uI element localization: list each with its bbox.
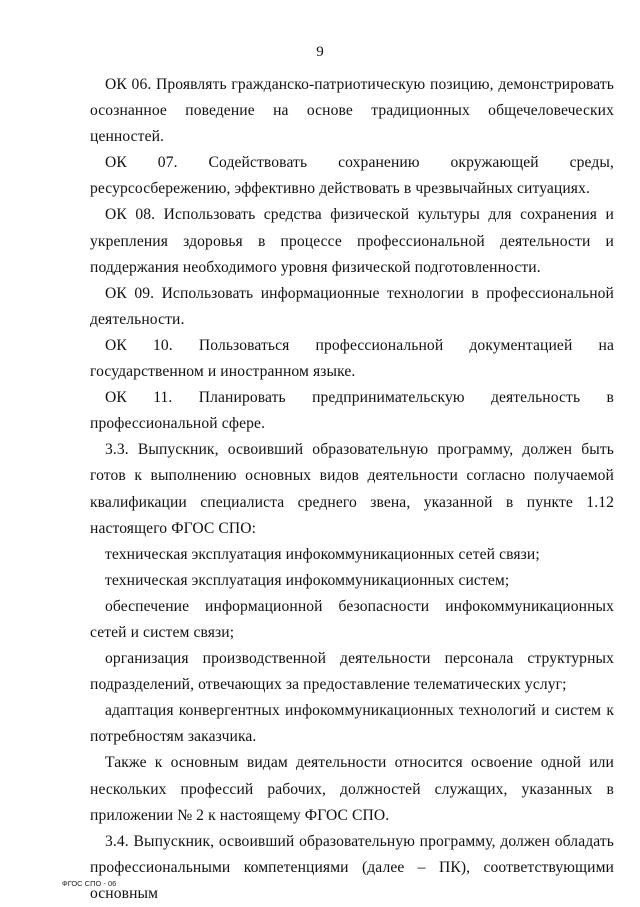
paragraph-also: Также к основным видам деятельности относится освоение одной или нескольких профессий рабочих, должностей служащих, указанных в приложении № 2 к настоящему ФГОС СПО. — [90, 754, 614, 824]
paragraph-ok-06: ОК 06. Проявлять гражданско-патриотическую позицию, демонстрировать осознанное поведение на основе традиционных общечеловеческих ценностей. — [90, 76, 614, 146]
paragraph-ok-10: ОК 10. Пользоваться профессиональной документацией на государственном и иностранном языке. — [90, 336, 614, 381]
list-item-activity-1: техническая эксплуатация инфокоммуникационных сетей связи; — [105, 545, 540, 563]
list-item-activity-5: адаптация конвергентных инфокоммуникационных технологий и систем к потребностям заказчика. — [90, 702, 614, 746]
document-body — [90, 72, 614, 907]
paragraph-3-4: 3.4. Выпускник, освоивший образовательную программу, должен обладать профессиональными компетенциями (далее – ПК), соответствующими основным — [90, 832, 614, 902]
paragraph-ok-11: ОК 11. Планировать предпринимательскую деятельность в профессиональной сфере. — [90, 389, 614, 433]
paragraph-ok-09: ОК 09. Использовать информационные технологии в профессиональной деятельности. — [90, 284, 614, 328]
footer-label: ФГОС СПО - 06 — [62, 879, 117, 888]
list-item-activity-2: техническая эксплуатация инфокоммуникационных систем; — [105, 571, 510, 589]
page-number: 9 — [316, 44, 324, 60]
list-item-activity-3: обеспечение информационной безопасности инфокоммуникационных сетей и систем связи; — [90, 597, 614, 641]
list-item-activity-4: организация производственной деятельности персонала структурных подразделений, отвечающих за предоставление телематических услуг; — [90, 650, 614, 694]
paragraph-ok-07: ОК 07. Содействовать сохранению окружающей среды, ресурсосбережению, эффективно действовать в чрезвычайных ситуациях. — [90, 154, 614, 198]
paragraph-ok-08: ОК 08. Использовать средства физической культуры для сохранения и укрепления здоровья в процессе профессиональной деятельности и поддержания необходимого уровня физической подготовленности. — [90, 206, 614, 276]
paragraph-3-3: 3.3. Выпускник, освоивший образовательную программу, должен быть готов к выполнению основных видов деятельности согласно получаемой квалификации специалиста среднего звена, указанной в пункте 1.12 настоящего ФГОС СПО: — [90, 441, 614, 537]
